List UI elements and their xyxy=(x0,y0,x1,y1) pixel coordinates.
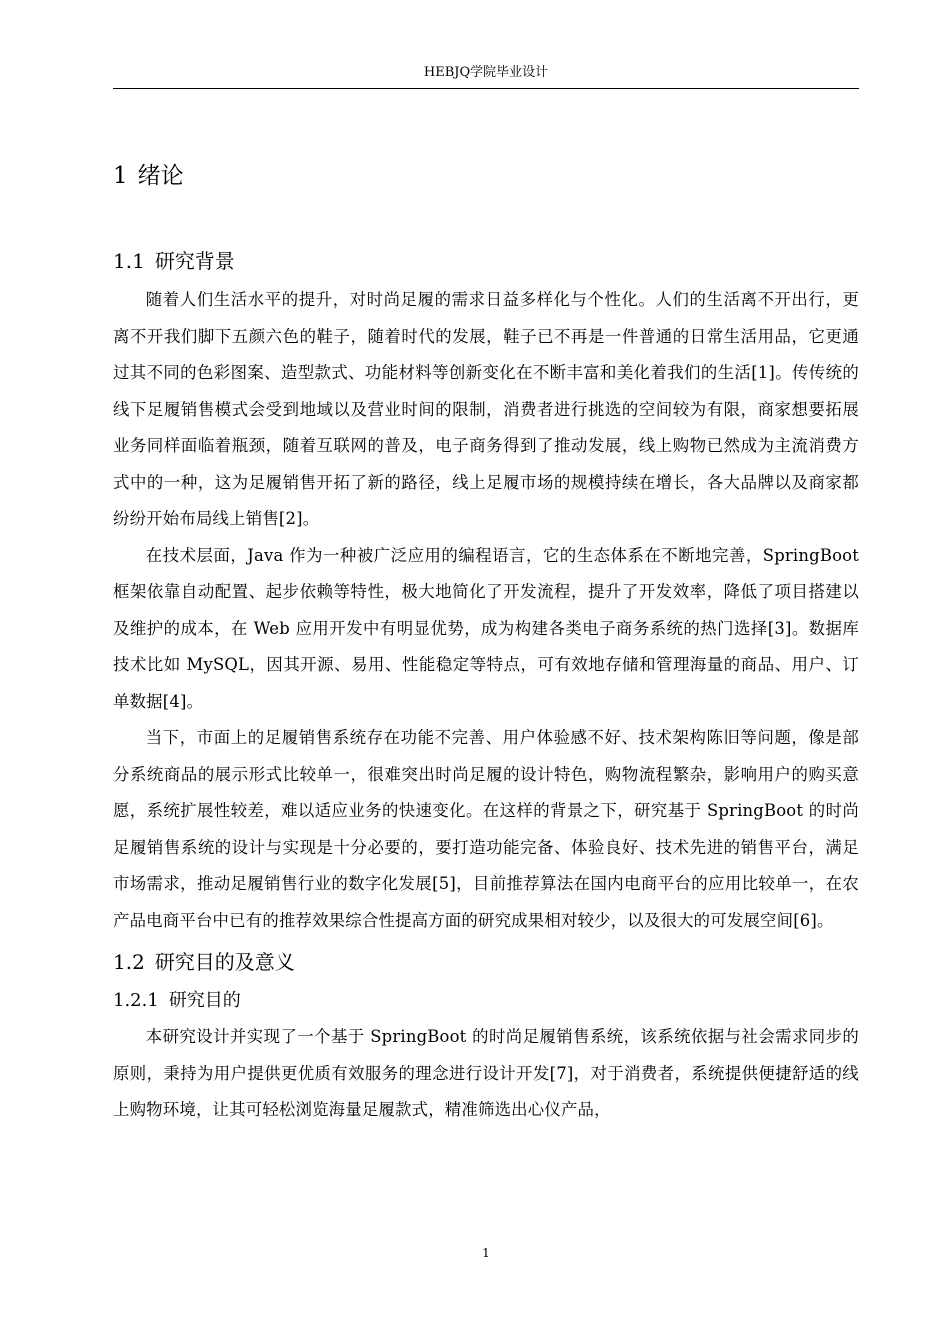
page-number: 1 xyxy=(482,1246,490,1260)
subsection-title: 研究目的 xyxy=(168,990,241,1011)
subsection-number: 1.2.1 xyxy=(113,990,159,1011)
paragraph: 随着人们生活水平的提升，对时尚足履的需求日益多样化与个性化。人们的生活离不开出行，更离不开我们脚下五颜六色的鞋子，随着时代的发展，鞋子已不再是一件普通的日常生活用品，它更通过其不同的色彩图案、造型款式、功能材料等创新变化在不断丰富和美化着我们的生活[1]。传传统的线下足履销售模式会受到地域以及营业时间的限制，消费者进行挑选的空间较为有限，商家想要拓展业务同样面临着瓶颈，随着互联网的普及，电子商务得到了推动发展，线上购物已然成为主流消费方式中的一种，这为足履销售开拓了新的路径，线上足履市场的规模持续在增长，各大品牌以及商家都纷纷开始布局线上销售[2]。 xyxy=(113,290,859,528)
chapter-title: 绪论 xyxy=(137,163,184,189)
main-content xyxy=(113,160,859,1129)
section-title: 研究背景 xyxy=(154,249,235,273)
paragraph: 当下，市面上的足履销售系统存在功能不完善、用户体验感不好、技术架构陈旧等问题，像是部分系统商品的展示形式比较单一，很难突出时尚足履的设计特色，购物流程繁杂，影响用户的购买意愿，系统扩展性较差，难以适应业务的快速变化。在这样的背景之下，研究基于 SpringBoot 的时尚足履销售系统的设计与实现是十分必要的，要打造功能完备、体验良好、技术先进的销售平台，满足市场需求，推动足履销售行业的数字化发展[5]，目前推荐算法在国内电商平台的应用比较单一，在农产品电商平台中已有的推荐效果综合性提高方面的研究成果相对较少，以及很大的可发展空间[6]。 xyxy=(113,728,859,930)
chapter-number: 1 xyxy=(113,163,128,189)
header-divider xyxy=(113,88,859,89)
chapter-heading xyxy=(113,160,859,192)
subsection-heading-1-2-1 xyxy=(113,987,859,1015)
paragraph: 在技术层面，Java 作为一种被广泛应用的编程语言，它的生态体系在不断地完善，SpringBoot 框架依靠自动配置、起步依赖等特性，极大地简化了开发流程，提升了开发效率，降低了项目搭建以及维护的成本，在 Web 应用开发中有明显优势，成为构建各类电子商务系统的热门选择[3]。数据库技术比如 MySQL，因其开源、易用、性能稳定等特点，可有效地存储和管理海量的商品、用户、订单数据[4]。 xyxy=(113,545,859,711)
section-heading-1-1 xyxy=(113,246,859,276)
running-header: HEBJQ学院毕业设计 xyxy=(423,65,549,80)
section-title: 研究目的及意义 xyxy=(154,950,295,974)
section-number: 1.1 xyxy=(113,249,145,273)
section-heading-1-2 xyxy=(113,947,859,977)
section-number: 1.2 xyxy=(113,950,145,974)
paragraph: 本研究设计并实现了一个基于 SpringBoot 的时尚足履销售系统，该系统依据与社会需求同步的原则，秉持为用户提供更优质有效服务的理念进行设计开发[7]，对于消费者，系统提供便捷舒适的线上购物环境，让其可轻松浏览海量足履款式，精准筛选出心仪产品， xyxy=(113,1027,859,1119)
